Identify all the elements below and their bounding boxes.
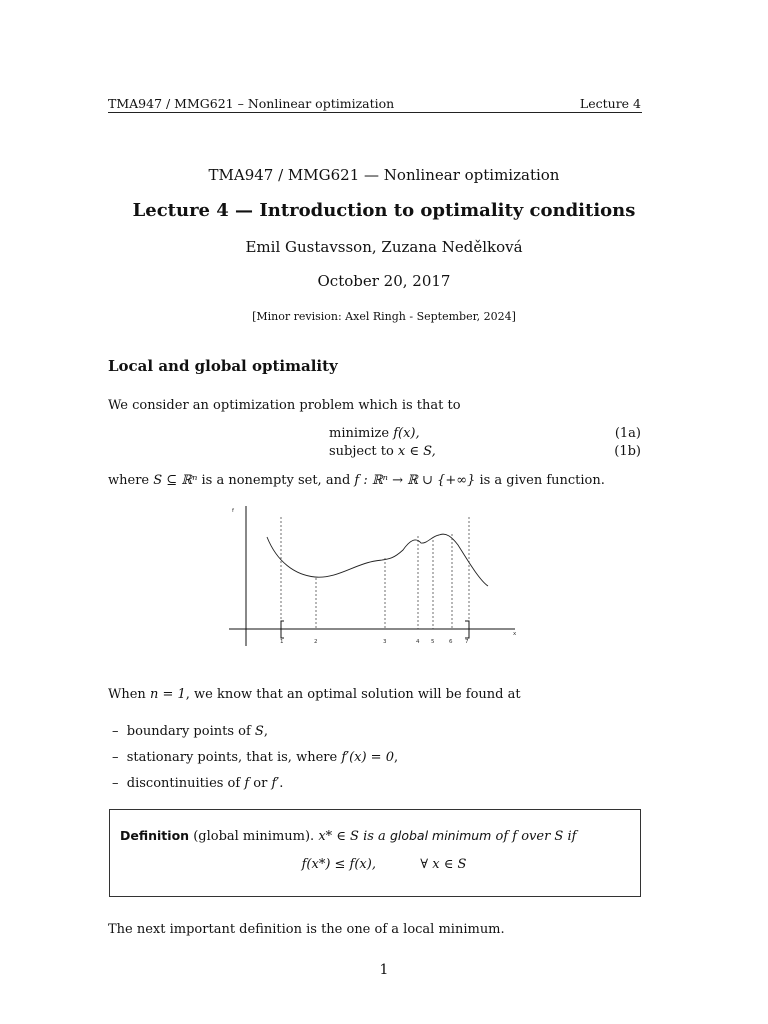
tick-label-2: 2: [314, 639, 318, 645]
tick-label-7: 7: [465, 639, 469, 645]
where-paragraph: where S ⊆ ℝⁿ is a nonempty set, and f : ℝⁿ → ℝ ∪ {+∞} is a given function.: [108, 473, 605, 488]
section-heading: Local and global optimality: [108, 357, 338, 375]
tick-label-5: 5: [431, 639, 435, 645]
authors: Emil Gustavsson, Zuzana Nedělková: [245, 238, 523, 256]
definition-box: [109, 809, 641, 897]
page-number: 1: [379, 962, 389, 978]
running-header-left: TMA947 / MMG621 – Nonlinear optimization: [108, 96, 395, 111]
definition-equation: f(x*) ≤ f(x), ∀ x ∈ S: [301, 857, 467, 872]
date: October 20, 2017: [317, 272, 451, 290]
list-item: – stationary points, that is, where f′(x) = 0,: [112, 750, 399, 765]
tick-label-3: 3: [383, 639, 387, 645]
tick-label-6: 6: [449, 639, 453, 645]
stationary-paragraph: When n = 1, we know that an optimal solution will be found at: [108, 687, 521, 702]
y-axis-label: f: [232, 508, 234, 514]
equation-1b: subject to x ∈ S,: [329, 444, 436, 459]
running-header-right: Lecture 4: [579, 96, 641, 111]
definition-statement: Definition (global minimum). x* ∈ S is a global minimum of f over S if: [120, 828, 577, 844]
revision-note: [Minor revision: Axel Ringh - September, 2024]: [252, 310, 516, 323]
function-figure: [225, 500, 525, 650]
course-title: TMA947 / MMG621 — Nonlinear optimization: [208, 166, 560, 184]
x-axis-label: x: [513, 631, 517, 637]
candidate-list: [112, 724, 398, 802]
closing-paragraph: The next important definition is the one of a local minimum.: [108, 922, 505, 937]
equation-1a: minimize f(x),: [329, 426, 420, 441]
equation-1a-label: (1a): [614, 426, 641, 441]
list-item: – discontinuities of f or f′.: [112, 776, 284, 791]
tick-label-4: 4: [416, 639, 420, 645]
lecture-title: Lecture 4 — Introduction to optimality conditions: [132, 200, 636, 221]
intro-paragraph: We consider an optimization problem which is that to: [108, 398, 461, 413]
function-curve: [267, 534, 488, 586]
equation-1b-label: (1b): [614, 444, 641, 459]
header-rule: [108, 112, 642, 113]
tick-label-1: 1: [280, 639, 284, 645]
list-item: – boundary points of S,: [112, 724, 268, 739]
